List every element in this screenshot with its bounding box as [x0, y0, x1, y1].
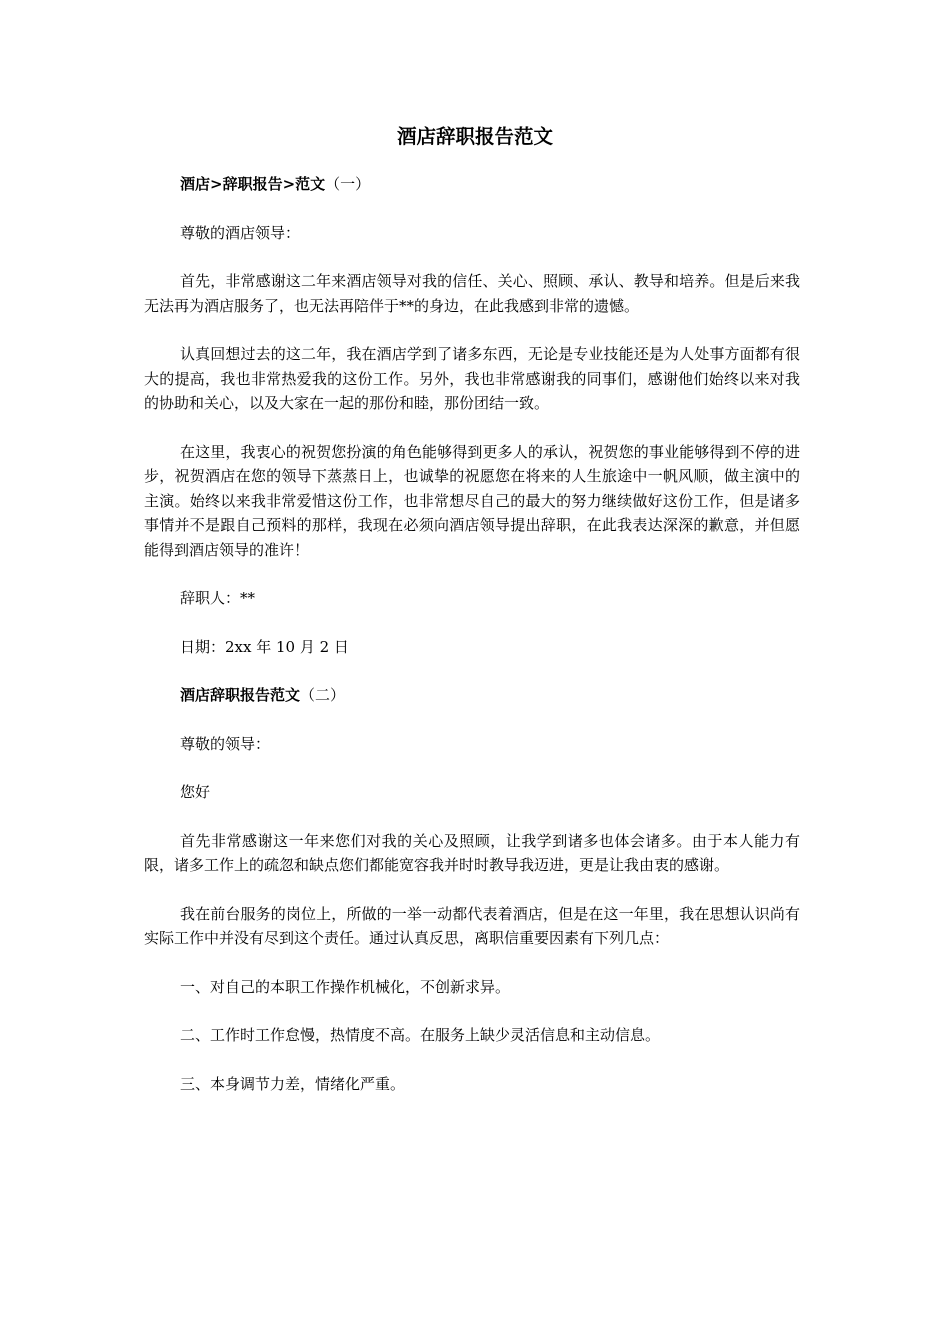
section-heading-1-number: （一）: [325, 175, 371, 193]
greeting: 您好: [180, 783, 211, 801]
section-heading-1-title: 酒店>辞职报告>范文: [180, 175, 326, 193]
salutation-2: 尊敬的领导：: [180, 734, 271, 753]
date-line: 日期：2xx 年 10 月 2 日: [180, 637, 349, 656]
salutation-1: 尊敬的酒店领导：: [180, 223, 301, 242]
list-item: 一、对自己的本职工作操作机械化，不创新求异。: [180, 977, 511, 996]
section-heading-2: [144, 683, 800, 708]
document-body: [144, 172, 800, 1120]
section-heading-2-title: 酒店辞职报告范文: [180, 686, 301, 704]
section-heading-2-number: （二）: [300, 686, 346, 704]
document-title: 酒店辞职报告范文: [396, 125, 553, 148]
section-heading-1: [144, 172, 800, 197]
paragraph: 在这里，我衷心的祝贺您扮演的角色能够得到更多人的承认，祝贺您的事业能够得到不停的进步，祝贺酒店在您的领导下蒸蒸日上，也诚挚的祝愿您在将来的人生旅途中一帆风顺，做主演中的主演。始终以来我非常爱惜这份工作，也非常想尽自己的最大的努力继续做好这份工作，但是诸多事情并不是跟自己预料的那样，我现在必须向酒店领导提出辞职，在此我表达深深的歉意，并但愿能得到酒店领导的准许！: [144, 442, 800, 559]
paragraph: 我在前台服务的岗位上，所做的一举一动都代表着酒店，但是在这一年里，我在思想认识尚有实际工作中并没有尽到这个责任。通过认真反思，离职信重要因素有下列几点：: [144, 904, 800, 947]
list-item: 三、本身调节力差，情绪化严重。: [180, 1074, 406, 1093]
list-item: 二、工作时工作怠慢，热情度不高。在服务上缺少灵活信息和主动信息。: [180, 1026, 661, 1044]
paragraph: 首先非常感谢这一年来您们对我的关心及照顾，让我学到诸多也体会诸多。由于本人能力有限，诸多工作上的疏忽和缺点您们都能宽容我并时时教导我迈进，更是让我由衷的感谢。: [144, 831, 800, 874]
paragraph: 首先，非常感谢这二年来酒店领导对我的信任、关心、照顾、承认、教导和培养。但是后来我无法再为酒店服务了，也无法再陪伴于**的身边，在此我感到非常的遗憾。: [144, 272, 800, 315]
paragraph: 认真回想过去的这二年，我在酒店学到了诸多东西，无论是专业技能还是为人处事方面都有很大的提高，我也非常热爱我的这份工作。另外，我也非常感谢我的同事们，感谢他们始终以来对我的协助和关心，以及大家在一起的那份和睦，那份团结一致。: [144, 345, 800, 412]
signer-line: 辞职人：**: [180, 589, 256, 607]
